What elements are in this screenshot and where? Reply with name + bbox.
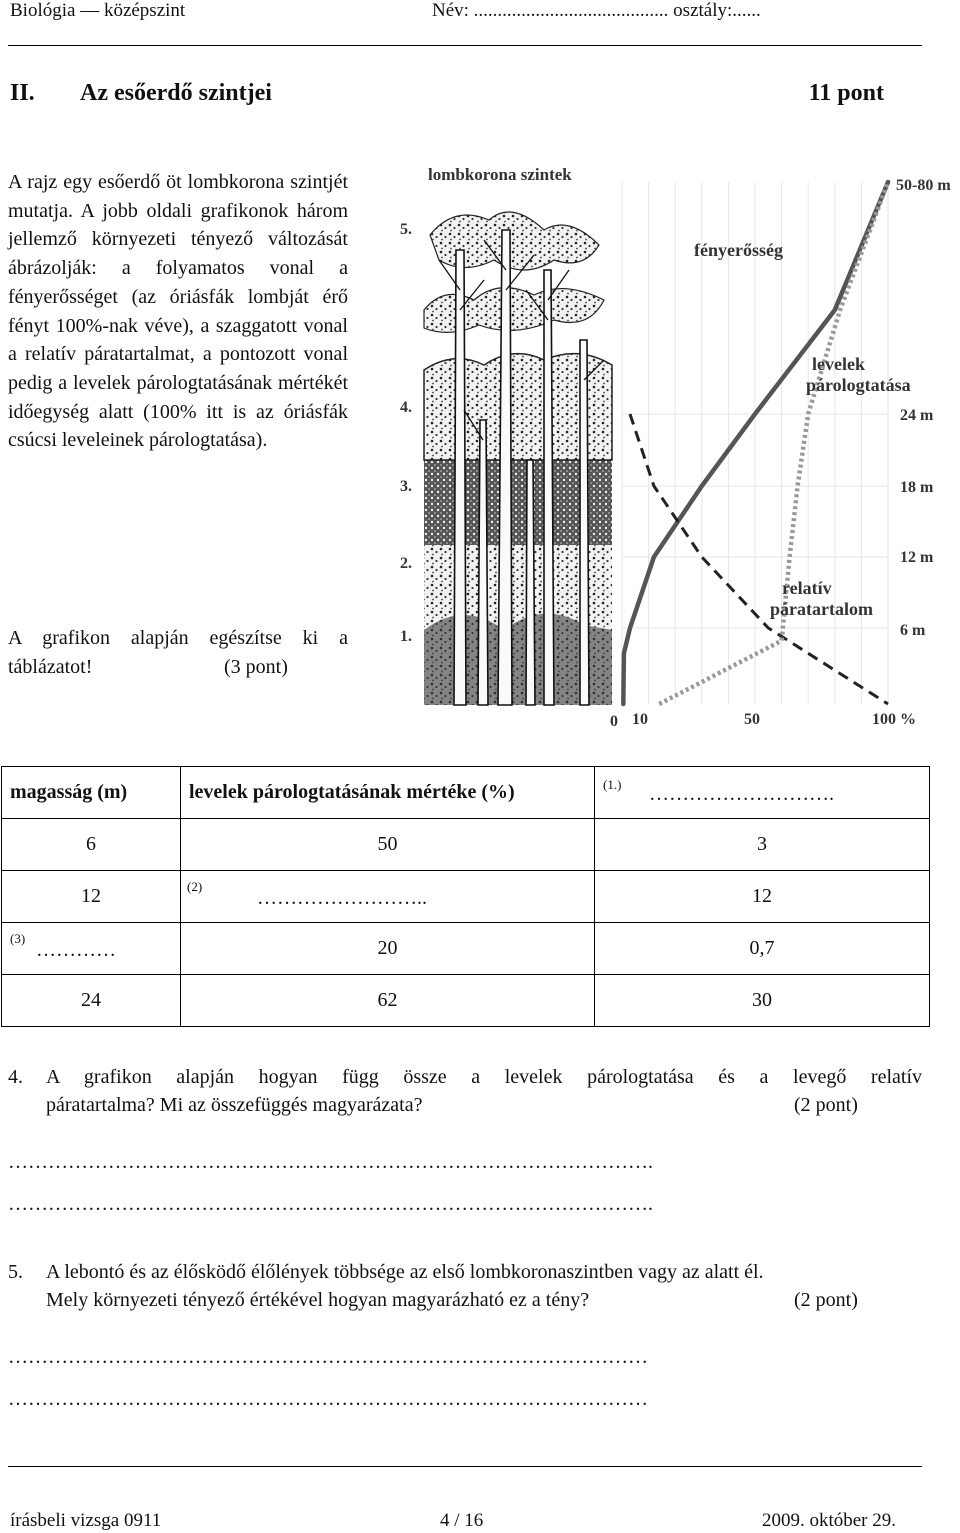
page-header: [10, 0, 922, 24]
data-table: [1, 766, 930, 1027]
table-cell: 6: [2, 819, 181, 871]
height-label: 12 m: [900, 549, 934, 566]
intro-paragraph: A rajz egy esőerdő öt lombkorona szintjét mutatja. A jobb oldali grafikonok három jellemző környezeti tényező változását ábrázolják: a folyamatos vonal a fényerősséget (az óriásfák lombját érő fényt 100%-nak véve), a szaggatott vonal a relatív páratartalmat, a pontozott vonal pedig a levelek párologtatásának mértékét időegység alatt (100% itt is az óriásfák csúcsi leveleinek párologtatása).: [8, 171, 348, 452]
height-label: 50-80 m: [896, 177, 951, 194]
evaporation-label-1: levelek: [812, 354, 865, 374]
forest-illustration: [424, 200, 612, 705]
question-5-line1: A lebontó és az élősködő élőlények többsége az első lombkoronaszintben vagy az alatt él.: [46, 1261, 764, 1283]
table-row: [2, 975, 930, 1027]
blank-1-dots: ……………………….: [649, 783, 834, 805]
level-label: 3.: [400, 478, 412, 495]
blank-3-dots: …………: [36, 939, 116, 961]
question-4-line1: A grafikon alapján hogyan függ össze a levelek párologtatása és a levegő relatív: [46, 1066, 922, 1088]
table-cell: 30: [595, 975, 930, 1027]
name-class-field: Név: ......................................... osztály:......: [432, 0, 761, 21]
table-cell: 12: [595, 871, 930, 923]
answer-line-4b[interactable]: …………………………………………………………………………………….: [8, 1193, 653, 1215]
table-header-row: [2, 767, 930, 819]
level-label: 5.: [400, 221, 412, 238]
section-number: II.: [10, 80, 35, 106]
question-5-points: (2 pont): [794, 1289, 858, 1311]
level-label: 1.: [400, 628, 412, 645]
footer-rule: [8, 1466, 922, 1467]
level-label: 4.: [400, 399, 412, 416]
series-line-dashed: [630, 414, 888, 704]
height-label: 18 m: [900, 479, 934, 496]
evaporation-label-2: párologtatása: [806, 375, 911, 395]
table-cell: 0,7: [595, 923, 930, 975]
section-points: 11 pont: [808, 80, 884, 106]
task-instruction: [8, 624, 348, 681]
height-label: 24 m: [900, 407, 934, 424]
blank-1-label: (1.): [603, 777, 622, 792]
answer-line-5a[interactable]: ……………………………………………………………………………………: [8, 1346, 648, 1368]
question-4-number: 4.: [8, 1066, 23, 1088]
series-line-solid: [623, 182, 888, 704]
table-row: [2, 819, 930, 871]
level-label: 2.: [400, 555, 412, 572]
question-4-points: (2 pont): [794, 1094, 858, 1116]
blank-cell-1[interactable]: [595, 767, 930, 819]
table-row: [2, 871, 930, 923]
task-line2: táblázatot!: [8, 655, 93, 678]
task-points: (3 pont): [224, 655, 288, 678]
table-row: [2, 923, 930, 975]
exam-code: írásbeli vizsga 0911: [10, 1510, 162, 1531]
table-cell: 62: [181, 975, 595, 1027]
light-label: fényerősség: [694, 240, 783, 260]
humidity-label-1: relatív: [782, 578, 832, 598]
blank-2-dots: ……………………..: [257, 887, 427, 909]
x-tick-label: 100 %: [872, 711, 916, 728]
table-cell: 12: [2, 871, 181, 923]
task-line1: A grafikon alapján egészítse ki a: [8, 627, 348, 649]
col-header-height: magasság (m): [2, 767, 181, 819]
table-cell: 50: [181, 819, 595, 871]
humidity-label-2: páratartalom: [770, 599, 873, 619]
header-rule: [8, 45, 922, 46]
question-4-line2: páratartalma? Mi az összefüggés magyarázata?: [46, 1094, 423, 1116]
table-cell: 20: [181, 923, 595, 975]
question-5-number: 5.: [8, 1261, 23, 1283]
x-tick-label: 0: [610, 713, 618, 730]
table-cell: 24: [2, 975, 181, 1027]
environment-chart: [610, 177, 951, 730]
blank-cell-3[interactable]: [2, 923, 181, 975]
blank-3-label: (3): [10, 931, 26, 946]
blank-2-label: (2): [187, 879, 203, 894]
blank-cell-2[interactable]: [181, 871, 595, 923]
rainforest-figure: [394, 160, 960, 740]
page-number: 4 / 16: [440, 1510, 484, 1531]
table-cell: 3: [595, 819, 930, 871]
height-label: 6 m: [900, 622, 926, 639]
section-title: Az esőerdő szintjei: [80, 80, 272, 106]
subject-label: Biológia — középszint: [10, 0, 186, 21]
figure-title: lombkorona szintek: [428, 165, 572, 184]
answer-line-5b[interactable]: ……………………………………………………………………………………: [8, 1388, 648, 1410]
answer-line-4a[interactable]: …………………………………………………………………………………….: [8, 1151, 653, 1173]
question-5-line2: Mely környezeti tényező értékével hogyan magyarázható ez a tény?: [46, 1289, 590, 1311]
x-tick-label: 10: [632, 711, 648, 728]
col-header-evaporation: levelek párologtatásának mértéke (%): [181, 767, 595, 819]
exam-date: 2009. október 29.: [761, 1510, 896, 1531]
x-tick-label: 50: [744, 711, 760, 728]
